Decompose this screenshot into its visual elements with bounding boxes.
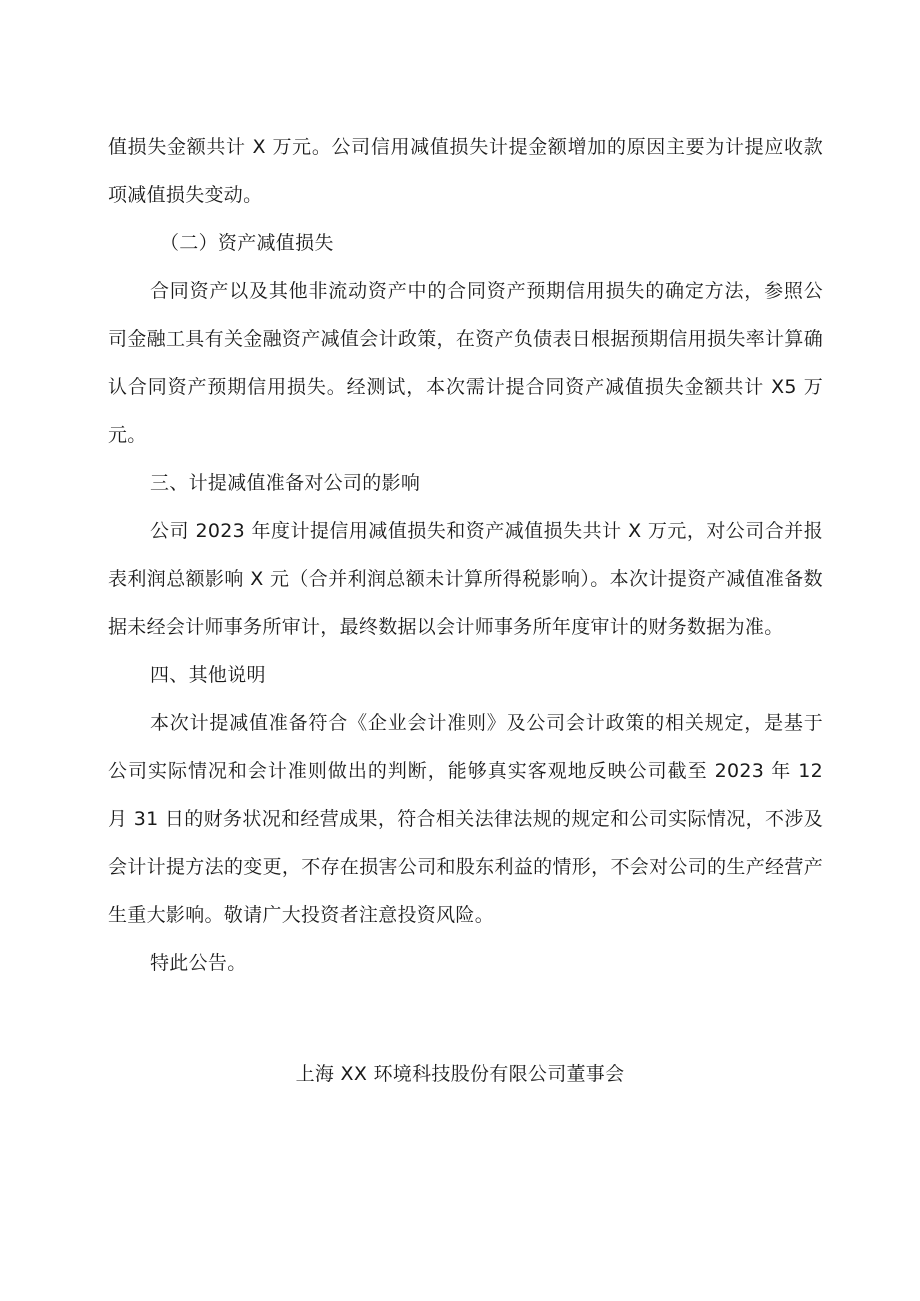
paragraph-impact: 公司 2023 年度计提信用减值损失和资产减值损失共计 X 万元，对公司合并报表利润总额影响 X 元（合并利润总额未计算所得税影响）。本次计提资产减值准备数据未经会计师事务所审计，最终数据以会计师事务所年度审计的财务数据为准。: [108, 520, 823, 638]
section-heading-asset-impairment: （二）资产减值损失: [160, 232, 334, 254]
paragraph-other: 本次计提减值准备符合《企业会计准则》及公司会计政策的相关规定，是基于公司实际情况和会计准则做出的判断，能够真实客观地反映公司截至 2023 年 12 月 31 日的财务状况和经营成果，符合相关法律法规的规定和公司实际情况，不涉及会计计提方法的变更，不存在损害公司和股东利益的情形，不会对公司的生产经营产生重大影响。敬请广大投资者注意投资风险。: [108, 712, 823, 926]
paragraph-announcement: 特此公告。: [150, 952, 247, 974]
section-heading-other: 四、其他说明: [150, 664, 266, 686]
document-body: [108, 123, 823, 987]
section-heading-impact: 三、计提减值准备对公司的影响: [150, 472, 421, 494]
board-signature: 上海 XX 环境科技股份有限公司董事会: [295, 1063, 625, 1085]
paragraph-credit-impairment-continuation: 值损失金额共计 X 万元。公司信用减值损失计提金额增加的原因主要为计提应收款项减值损失变动。: [108, 136, 823, 206]
paragraph-contract-assets: 合同资产以及其他非流动资产中的合同资产预期信用损失的确定方法，参照公司金融工具有关金融资产减值会计政策，在资产负债表日根据预期信用损失率计算确认合同资产预期信用损失。经测试，本次需计提合同资产减值损失金额共计 X5 万元。: [108, 280, 823, 446]
